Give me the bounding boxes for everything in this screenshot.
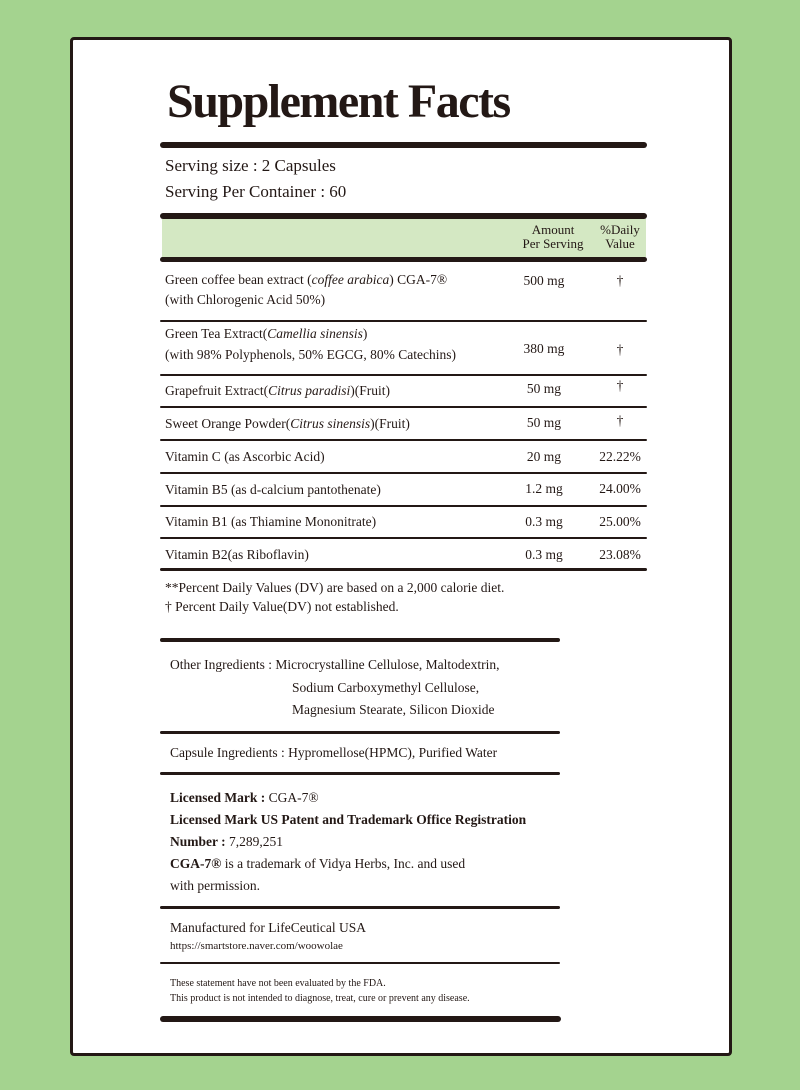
section-rule (160, 962, 560, 964)
dv-header-line1: %Daily (600, 222, 640, 237)
amount-value: 500 mg (523, 273, 565, 288)
row-divider (160, 505, 647, 507)
registration-number-label: Number : (170, 834, 229, 849)
trademark-name: CGA-7® (170, 856, 222, 871)
amount-value: 0.3 mg (525, 547, 563, 562)
amount-value: 1.2 mg (525, 481, 563, 496)
dv-value: † (616, 342, 624, 357)
section-rule (160, 731, 560, 734)
ingredient-name-suffix: ) CGA-7® (389, 272, 448, 287)
patent-label: Licensed Mark US Patent and Trademark Office Registration (170, 812, 527, 827)
serving-size: Serving size : 2 Capsules (165, 156, 336, 175)
other-ingredients-line3: Magnesium Stearate, Silicon Dioxide (292, 702, 495, 717)
other-ingredients-label: Other Ingredients : (170, 657, 276, 672)
table-row: Vitamin C (as Ascorbic Acid) (165, 449, 325, 464)
title-rule (160, 142, 647, 148)
other-ingredients (170, 657, 500, 673)
dv-value: † (616, 413, 624, 428)
ingredient-latin-name: Citrus sinensis (290, 416, 371, 431)
row-divider (160, 472, 647, 474)
amount-value: 380 mg (523, 341, 565, 356)
section-rule (160, 772, 560, 775)
table-row (165, 383, 390, 399)
other-ingredients-line2: Sodium Carboxymethyl Cellulose, (292, 680, 480, 695)
ingredient-latin-name: Camellia sinensis (267, 326, 363, 341)
table-row: Vitamin B5 (as d-calcium pantothenate) (165, 482, 381, 497)
ingredient-name-suffix: )(Fruit) (350, 383, 390, 398)
licensed-mark-value: CGA-7® (268, 790, 319, 805)
bottom-rule (160, 1016, 561, 1022)
section-rule (160, 638, 560, 642)
row-divider (160, 374, 647, 376)
store-url: https://smartstore.naver.com/woowolae (170, 940, 343, 952)
fda-disclaimer-line1: These statement have not been evaluated by the FDA. (170, 978, 386, 989)
table-row: Vitamin B1 (as Thiamine Mononitrate) (165, 514, 377, 529)
dv-footnote: **Percent Daily Values (DV) are based on a 2,000 calorie diet. (165, 580, 505, 595)
table-row (165, 326, 367, 342)
registration-number-value: 7,289,251 (229, 834, 283, 849)
page-title: Supplement Facts (167, 75, 510, 128)
row-divider (160, 537, 647, 539)
table-bottom-rule (160, 568, 647, 571)
other-ingredients-line1: Microcrystalline Cellulose, Maltodextrin, (275, 657, 500, 672)
table-header-rule (160, 257, 647, 262)
dv-header-line2: Value (605, 236, 635, 251)
dv-value: 24.00% (599, 481, 641, 496)
amount-header-line2: Per Serving (522, 236, 584, 251)
row-divider (160, 320, 647, 322)
dv-value: 25.00% (599, 514, 641, 529)
amount-value: 0.3 mg (525, 514, 563, 529)
trademark-permission: with permission. (170, 878, 260, 893)
ingredient-name: Green Tea Extract( (165, 326, 268, 341)
row-divider (160, 439, 647, 441)
dv-value: † (616, 378, 624, 393)
table-row (165, 416, 410, 432)
ingredient-name-suffix: ) (362, 326, 368, 341)
dagger-footnote: † Percent Daily Value(DV) not established. (165, 599, 399, 614)
amount-value: 20 mg (526, 449, 562, 464)
licensed-mark (170, 790, 319, 806)
ingredient-name-suffix: )(Fruit) (370, 416, 410, 431)
amount-value: 50 mg (526, 381, 562, 396)
capsule-ingredients: Capsule Ingredients : Hypromellose(HPMC), Purified Water (170, 745, 498, 760)
dv-value: 23.08% (599, 547, 641, 562)
dv-column-header (592, 223, 648, 251)
amount-header-line1: Amount (531, 222, 575, 237)
table-row (165, 272, 447, 288)
ingredient-name: Sweet Orange Powder( (165, 416, 291, 431)
trademark-statement (170, 856, 465, 872)
ingredient-latin-name: coffee arabica (311, 272, 390, 287)
dv-value: † (616, 273, 624, 288)
ingredient-detail: (with Chlorogenic Acid 50%) (165, 292, 326, 307)
licensed-mark-label: Licensed Mark : (170, 790, 269, 805)
row-divider (160, 406, 647, 408)
section-rule (160, 906, 560, 909)
servings-per-container: Serving Per Container : 60 (165, 182, 347, 201)
ingredient-name: Green coffee bean extract ( (165, 272, 312, 287)
amount-column-header (508, 223, 598, 251)
amount-value: 50 mg (526, 415, 562, 430)
fda-disclaimer-line2: This product is not intended to diagnose, treat, cure or prevent any disease. (170, 993, 470, 1004)
ingredient-name: Grapefruit Extract( (165, 383, 269, 398)
ingredient-detail: (with 98% Polyphenols, 50% EGCG, 80% Catechins) (165, 347, 456, 362)
manufacturer: Manufactured for LifeCeutical USA (170, 920, 367, 935)
dv-value: 22.22% (599, 449, 641, 464)
registration-number (170, 834, 283, 850)
table-row: Vitamin B2(as Riboflavin) (165, 547, 309, 562)
trademark-text: is a trademark of Vidya Herbs, Inc. and used (221, 856, 466, 871)
ingredient-latin-name: Citrus paradisi (268, 383, 351, 398)
